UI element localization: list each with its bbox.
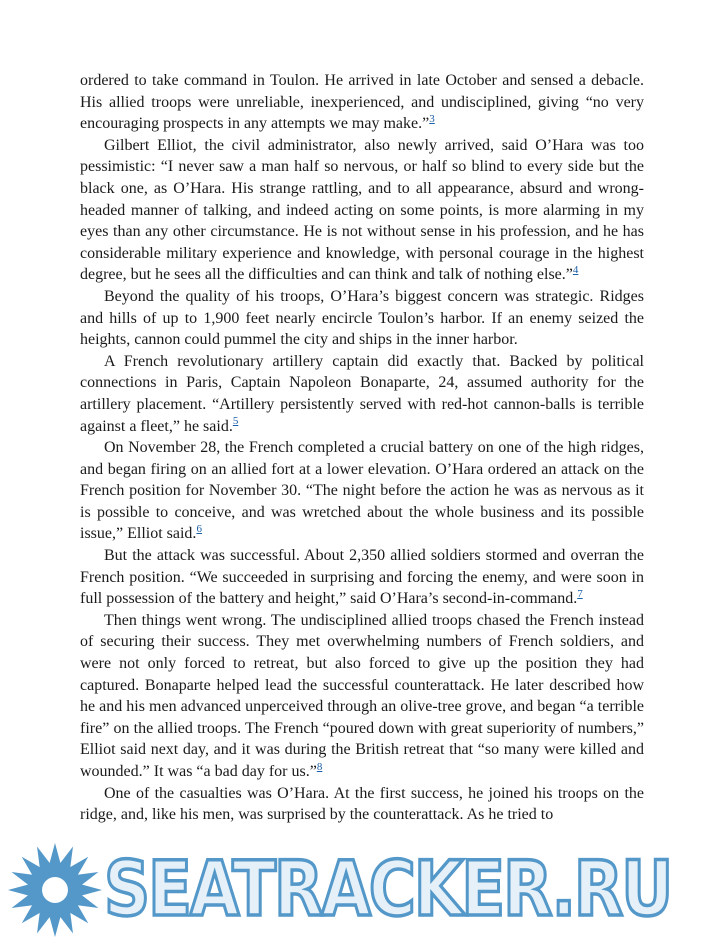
footnote-link[interactable]: 6 (196, 523, 202, 536)
paragraph-text: Beyond the quality of his troops, O’Hara’s biggest concern was strategic. Ridges and hills of up to 1,900 feet nearly encircle Toulon’s harbor. If an enemy seized the heights, cannon could pummel the city and ships in the inner harbor. (80, 287, 644, 349)
footnote-sup (196, 520, 202, 535)
footnote-sup (233, 412, 239, 427)
footnote-sup (573, 261, 579, 276)
page-text (80, 70, 644, 826)
paragraph (80, 437, 644, 545)
footnote-sup (577, 585, 583, 600)
paragraph-text: But the attack was successful. About 2,350 allied soldiers stormed and overran the French position. “We succeeded in surprising and forcing the enemy, and were soon in full possession of the battery and height,” said O’Hara’s second-in-command. (80, 547, 644, 608)
paragraph-text: ordered to take command in Toulon. He arrived in late October and sensed a debacle. His allied troops were unreliable, inexperienced, and undisciplined, giving “no very encouraging prospects in any attempts we may make.” (80, 72, 644, 133)
paragraph-text: One of the casualties was O’Hara. At the first success, he joined his troops on the ridge, and, like his men, was surprised by the counterattack. As he tried to (80, 784, 644, 824)
footnote-link[interactable]: 4 (572, 264, 579, 277)
watermark (0, 842, 722, 938)
footnote-link[interactable]: 7 (577, 587, 583, 600)
footnote-sup (429, 110, 435, 125)
paragraph (80, 610, 644, 783)
paragraph (80, 545, 644, 610)
watermark-text: SEATRACKER.RU (104, 846, 672, 934)
paragraph (80, 135, 644, 286)
footnote-link[interactable]: 3 (429, 112, 435, 125)
paragraph-text: Gilbert Elliot, the civil administrator, also newly arrived, said O’Hara was too pessimistic: “I never saw a man half so nervous, or half so blind to every side but the black one, as O’Hara. His strange rattling, and to all appearance, absurd and wrong-headed manner of talking, and indeed acting on some points, is more alarming in my eyes than any other circumstance. He is not without sense in his profession, and he has considerable military experience and knowledge, with personal courage in the highest degree, but he sees all the difficulties and can think and talk of nothing else.” (80, 136, 644, 284)
sun-icon (6, 842, 104, 938)
paragraph (80, 351, 644, 437)
paragraph (80, 70, 644, 135)
paragraph (80, 286, 644, 351)
footnote-link[interactable]: 8 (316, 760, 323, 773)
footnote-sup (317, 758, 323, 773)
footnote-link[interactable]: 5 (232, 415, 239, 428)
paragraph-text: A French revolutionary artillery captain did exactly that. Backed by political connections in Paris, Captain Napoleon Bonaparte, 24, assumed authority for the artillery placement. “Artillery persistently served with red-hot cannon-balls is terrible against a fleet,” he said. (80, 352, 644, 435)
paragraph-text: Then things went wrong. The undisciplined allied troops chased the French instead of securing their success. They met overwhelming numbers of French soldiers, and were not only forced to retreat, but also forced to give up the position they had captured. Bonaparte helped lead the successful counterattack. He later described how he and his men advanced unperceived through an olive-tree grove, and began “a terrible fire” on the allied troops. The French “poured down with great superiority of numbers,” Elliot said next day, and it was during the British retreat that “so many were killed and wounded.” It was “a bad day for us.” (80, 611, 644, 780)
paragraph (80, 783, 644, 826)
paragraph-text: On November 28, the French completed a crucial battery on one of the high ridges, and began firing on an allied fort at a lower elevation. O’Hara ordered an attack on the French position for November 30. “The night before the action he was as nervous as it is possible to conceive, and was wretched about the whole business and its possible issue,” Elliot said. (80, 439, 644, 543)
